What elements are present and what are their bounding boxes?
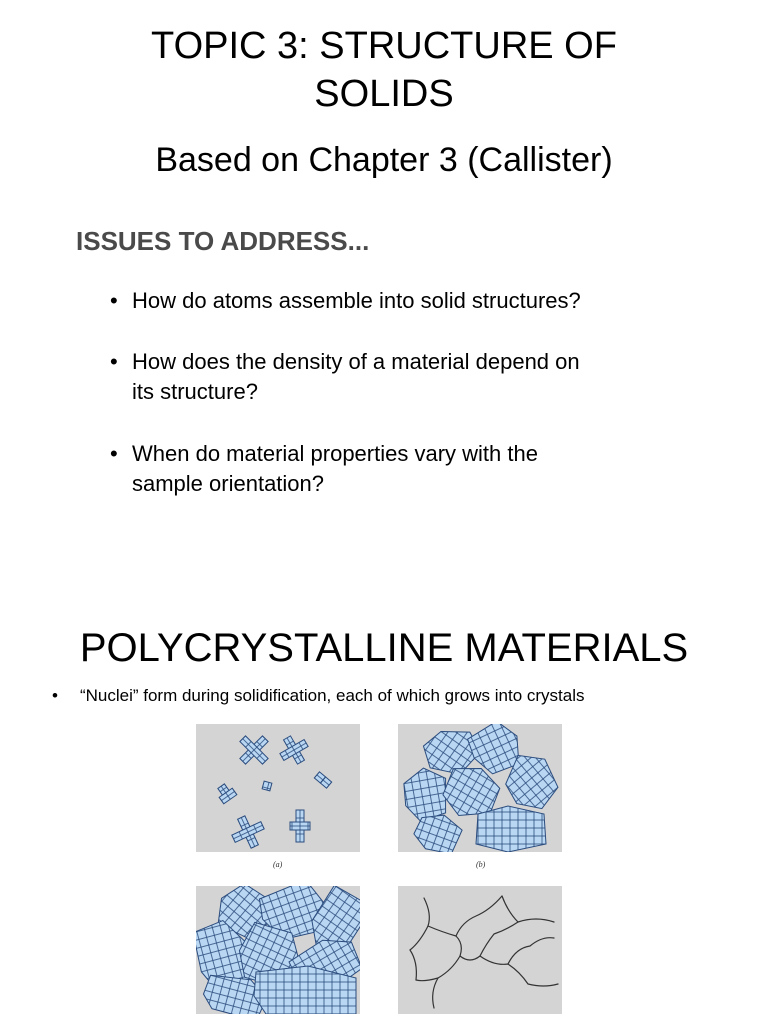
bullet-dot-icon: • bbox=[52, 686, 58, 705]
bullet-item-1 bbox=[110, 286, 710, 316]
issues-heading: ISSUES TO ADDRESS... bbox=[76, 226, 370, 256]
slide-2-bullet-text: “Nuclei” form during solidification, each of which grows into crystals bbox=[79, 686, 585, 705]
bullet-item-3 bbox=[110, 439, 710, 499]
bullet-dot-icon: • bbox=[110, 349, 118, 374]
grain-boundaries-icon bbox=[398, 886, 562, 1014]
impinging-grains-figure bbox=[196, 886, 360, 1014]
caption-a: (a) bbox=[273, 860, 283, 869]
bullet-text: How do atoms assemble into solid structures? bbox=[132, 288, 581, 313]
bullet-text-cont: its structure? bbox=[132, 379, 258, 404]
slide-title bbox=[0, 22, 768, 118]
bullet-text: When do material properties vary with the bbox=[132, 441, 538, 466]
bullet-text-cont: sample orientation? bbox=[132, 471, 325, 496]
slide-title-line-1: TOPIC 3: STRUCTURE OF bbox=[151, 25, 617, 67]
bullet-item-2 bbox=[110, 347, 710, 407]
slide-2-title: POLYCRYSTALLINE MATERIALS bbox=[79, 626, 689, 670]
caption-b: (b) bbox=[476, 860, 486, 869]
slide-title-line-2: SOLIDS bbox=[314, 73, 454, 115]
bullet-dot-icon: • bbox=[110, 441, 118, 466]
bullet-text: How does the density of a material depend on bbox=[132, 349, 580, 374]
crystal-nuclei-figure bbox=[196, 724, 360, 852]
bullet-dot-icon: • bbox=[110, 288, 118, 313]
slide-subtitle: Based on Chapter 3 (Callister) bbox=[155, 141, 613, 179]
growing-crystals-figure bbox=[398, 724, 562, 852]
crystal-nuclei-icon bbox=[196, 724, 360, 852]
growing-crystals-icon bbox=[398, 724, 562, 852]
slide-2-bullet bbox=[52, 684, 584, 708]
grain-boundaries-figure bbox=[398, 886, 562, 1014]
impinging-grains-icon bbox=[196, 886, 360, 1014]
